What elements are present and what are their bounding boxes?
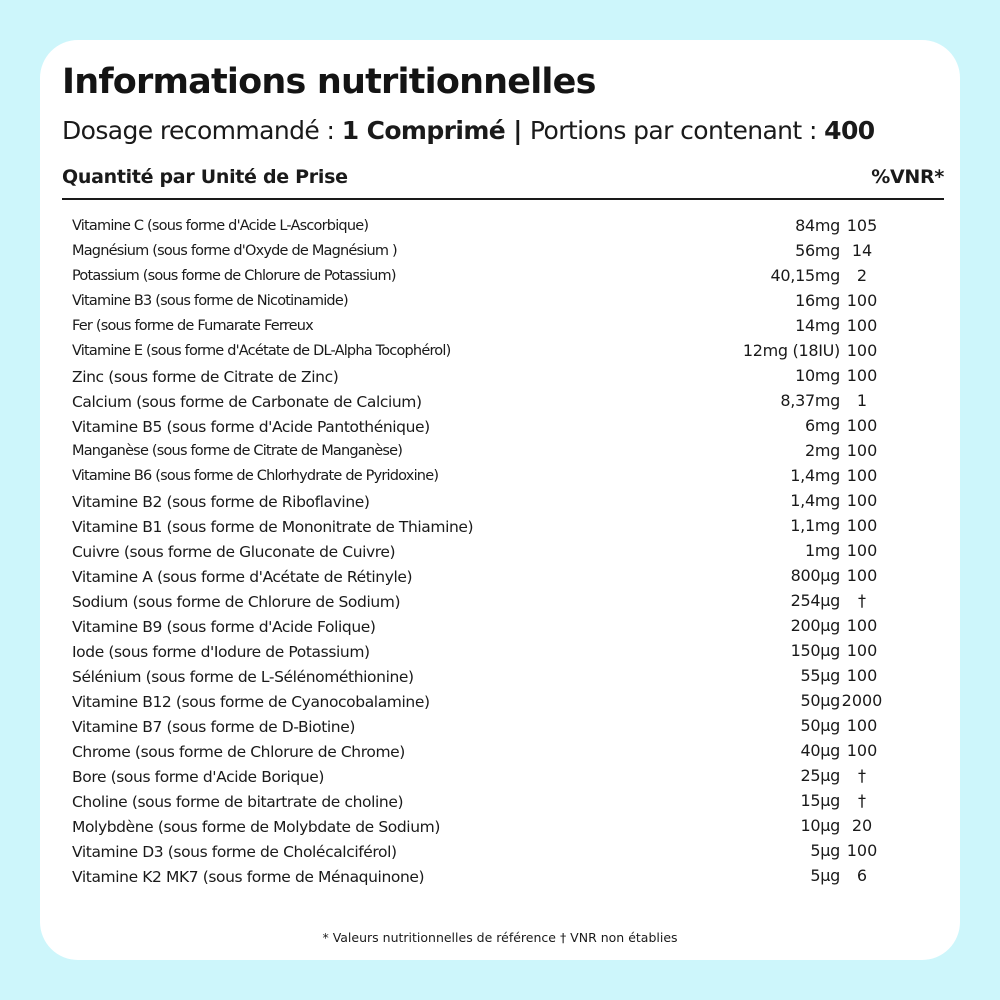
table-row bbox=[40, 491, 960, 516]
nutrient-amount: 5µg bbox=[810, 866, 840, 885]
nutrient-name: Chrome (sous forme de Chlorure de Chrome) bbox=[72, 743, 405, 761]
nutrient-amount: 50µg bbox=[800, 691, 840, 710]
table-row bbox=[40, 791, 960, 816]
nutrient-name: Choline (sous forme de bitartrate de choline) bbox=[72, 793, 404, 811]
nutrient-name: Fer (sous forme de Fumarate Ferreux bbox=[72, 318, 313, 334]
nutrient-name: Iode (sous forme d'Iodure de Potassium) bbox=[72, 643, 370, 661]
serving-info bbox=[62, 116, 875, 145]
nutrient-name: Bore (sous forme d'Acide Borique) bbox=[72, 768, 325, 786]
nutrient-name: Manganèse (sous forme de Citrate de Manganèse) bbox=[72, 443, 403, 459]
table-row bbox=[40, 291, 960, 316]
nutrient-vnr: 100 bbox=[846, 566, 878, 585]
nutrient-vnr: 100 bbox=[846, 341, 878, 360]
page-title: Informations nutritionnelles bbox=[62, 62, 596, 102]
nutrient-vnr: 6 bbox=[856, 866, 868, 885]
table-row bbox=[40, 466, 960, 491]
nutrient-vnr: 100 bbox=[846, 741, 878, 760]
nutrient-amount: 15µg bbox=[800, 791, 840, 810]
nutrient-name: Vitamine B5 (sous forme d'Acide Pantothénique) bbox=[72, 418, 430, 436]
nutrient-amount: 55µg bbox=[800, 666, 840, 685]
nutrient-amount: 1,4mg bbox=[790, 491, 840, 510]
nutrient-name: Zinc (sous forme de Citrate de Zinc) bbox=[72, 368, 339, 386]
nutrient-name: Vitamine B12 (sous forme de Cyanocobalamine) bbox=[72, 693, 430, 711]
nutrient-name: Vitamine B6 (sous forme de Chlorhydrate de Pyridoxine) bbox=[72, 468, 439, 484]
dosage-value: 1 Comprimé bbox=[341, 116, 506, 145]
nutrient-name: Vitamine B9 (sous forme d'Acide Folique) bbox=[72, 618, 376, 636]
nutrition-facts-card bbox=[40, 40, 960, 960]
nutrient-vnr: † bbox=[858, 766, 866, 785]
nutrient-table bbox=[40, 216, 960, 891]
nutrient-name: Vitamine B2 (sous forme de Riboflavine) bbox=[72, 493, 370, 511]
nutrient-amount: 40,15mg bbox=[770, 266, 840, 285]
nutrient-name: Sodium (sous forme de Chlorure de Sodium) bbox=[72, 593, 401, 611]
nutrient-amount: 10µg bbox=[800, 816, 840, 835]
header-amount-per-serving: Quantité par Unité de Prise bbox=[62, 166, 348, 188]
nutrient-amount: 8,37mg bbox=[780, 391, 840, 410]
nutrient-amount: 1mg bbox=[804, 541, 840, 560]
table-header bbox=[62, 166, 944, 200]
table-row bbox=[40, 566, 960, 591]
table-row bbox=[40, 591, 960, 616]
nutrient-amount: 16mg bbox=[795, 291, 840, 310]
nutrient-amount: 84mg bbox=[795, 216, 840, 235]
table-row bbox=[40, 516, 960, 541]
table-row bbox=[40, 616, 960, 641]
nutrient-vnr: 100 bbox=[846, 441, 878, 460]
nutrient-name: Magnésium (sous forme d'Oxyde de Magnésium ) bbox=[72, 243, 397, 259]
nutrient-vnr: 20 bbox=[851, 816, 873, 835]
table-row bbox=[40, 816, 960, 841]
nutrient-vnr: 1 bbox=[856, 391, 868, 410]
nutrient-vnr: 100 bbox=[846, 841, 878, 860]
nutrient-amount: 50µg bbox=[800, 716, 840, 735]
nutrient-vnr: 100 bbox=[846, 491, 878, 510]
nutrient-vnr: 2000 bbox=[841, 691, 883, 710]
table-row bbox=[40, 841, 960, 866]
nutrient-name: Potassium (sous forme de Chlorure de Potassium) bbox=[72, 268, 396, 284]
portions-label: Portions par contenant : bbox=[529, 116, 825, 145]
nutrient-name: Vitamine K2 MK7 (sous forme de Ménaquinone) bbox=[72, 868, 425, 886]
nutrient-vnr: 100 bbox=[846, 366, 878, 385]
table-row bbox=[40, 716, 960, 741]
table-row bbox=[40, 316, 960, 341]
nutrient-name: Calcium (sous forme de Carbonate de Calcium) bbox=[72, 393, 422, 411]
nutrient-amount: 40µg bbox=[800, 741, 840, 760]
nutrient-vnr: 100 bbox=[846, 516, 878, 535]
nutrient-amount: 1,1mg bbox=[790, 516, 840, 535]
table-row bbox=[40, 741, 960, 766]
nutrient-name: Molybdène (sous forme de Molybdate de Sodium) bbox=[72, 818, 440, 836]
nutrient-vnr: 100 bbox=[846, 666, 878, 685]
nutrient-name: Vitamine B7 (sous forme de D-Biotine) bbox=[72, 718, 355, 736]
nutrient-name: Vitamine C (sous forme d'Acide L-Ascorbique) bbox=[72, 218, 369, 234]
footnote: * Valeurs nutritionnelles de référence † VNR non établies bbox=[322, 930, 678, 945]
table-row bbox=[40, 416, 960, 441]
nutrient-vnr: 100 bbox=[846, 466, 878, 485]
nutrient-vnr: 100 bbox=[846, 541, 878, 560]
nutrient-name: Cuivre (sous forme de Gluconate de Cuivre) bbox=[72, 543, 396, 561]
nutrient-name: Sélénium (sous forme de L-Sélénométhionine) bbox=[72, 668, 414, 686]
table-row bbox=[40, 691, 960, 716]
table-row bbox=[40, 341, 960, 366]
nutrient-amount: 1,4mg bbox=[790, 466, 840, 485]
nutrient-vnr: 100 bbox=[846, 716, 878, 735]
nutrient-vnr: 105 bbox=[846, 216, 878, 235]
nutrient-amount: 800µg bbox=[790, 566, 840, 585]
nutrient-amount: 14mg bbox=[795, 316, 840, 335]
nutrient-name: Vitamine D3 (sous forme de Cholécalciférol) bbox=[72, 843, 397, 861]
nutrient-amount: 200µg bbox=[790, 616, 840, 635]
nutrient-vnr: 100 bbox=[846, 416, 878, 435]
nutrient-vnr: † bbox=[858, 791, 866, 810]
nutrient-amount: 2mg bbox=[804, 441, 840, 460]
table-row bbox=[40, 266, 960, 291]
table-row bbox=[40, 766, 960, 791]
table-row bbox=[40, 391, 960, 416]
table-row bbox=[40, 366, 960, 391]
nutrient-name: Vitamine A (sous forme d'Acétate de Rétinyle) bbox=[72, 568, 413, 586]
dosage-label: Dosage recommandé : bbox=[62, 116, 342, 145]
nutrient-amount: 56mg bbox=[795, 241, 840, 260]
nutrient-vnr: 100 bbox=[846, 616, 878, 635]
nutrient-amount: 150µg bbox=[790, 641, 840, 660]
nutrient-vnr: 100 bbox=[846, 641, 878, 660]
nutrient-vnr: 100 bbox=[846, 291, 878, 310]
nutrient-amount: 25µg bbox=[800, 766, 840, 785]
table-row bbox=[40, 541, 960, 566]
table-row bbox=[40, 666, 960, 691]
table-row bbox=[40, 216, 960, 241]
nutrient-amount: 6mg bbox=[804, 416, 840, 435]
nutrient-vnr: 14 bbox=[851, 241, 873, 260]
nutrient-amount: 254µg bbox=[790, 591, 840, 610]
nutrient-vnr: 100 bbox=[846, 316, 878, 335]
nutrient-vnr: † bbox=[858, 591, 866, 610]
table-row bbox=[40, 641, 960, 666]
nutrient-amount: 5µg bbox=[810, 841, 840, 860]
header-vnr: %VNR* bbox=[871, 166, 944, 188]
portions-value: 400 bbox=[824, 116, 875, 145]
nutrient-amount: 12mg (18IU) bbox=[742, 341, 840, 360]
nutrient-vnr: 2 bbox=[856, 266, 868, 285]
nutrient-name: Vitamine E (sous forme d'Acétate de DL-Alpha Tocophérol) bbox=[72, 343, 451, 359]
table-row bbox=[40, 866, 960, 891]
separator: | bbox=[505, 116, 530, 145]
nutrient-name: Vitamine B3 (sous forme de Nicotinamide) bbox=[72, 293, 348, 309]
nutrient-name: Vitamine B1 (sous forme de Mononitrate de Thiamine) bbox=[72, 518, 474, 536]
table-row bbox=[40, 441, 960, 466]
nutrient-amount: 10mg bbox=[795, 366, 840, 385]
table-row bbox=[40, 241, 960, 266]
